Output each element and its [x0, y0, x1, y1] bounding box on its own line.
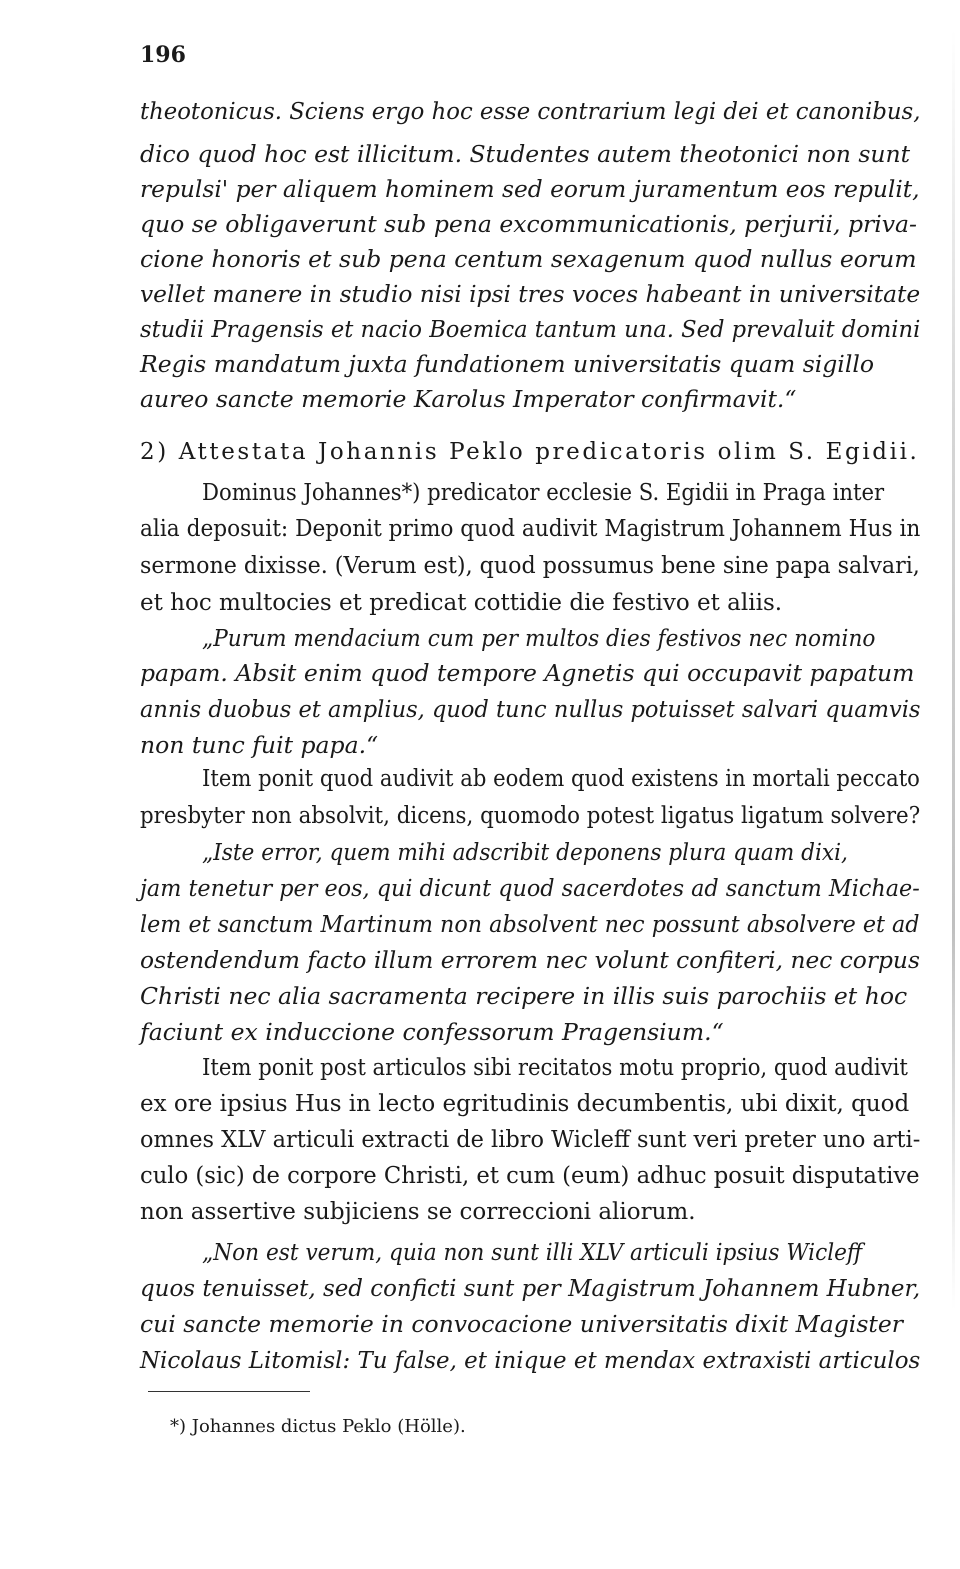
text-line: Item ponit quod audivit ab eodem quod existens in mortali peccato — [202, 766, 920, 792]
text-line: papam. Absit enim quod tempore Agnetis qui occupavit papatum — [140, 659, 915, 687]
text-line: dico quod hoc est illicitum. Studentes autem theotonici non sunt — [140, 140, 911, 168]
text-line: ostendendum facto illum errorem nec volunt confiteri, nec corpus — [140, 946, 920, 974]
text-line: ex ore ipsius Hus in lecto egritudinis decumbentis, ubi dixit, quod — [140, 1091, 910, 1117]
text-line: „Iste error, quem mihi adscribit deponens plura quam dixi, — [202, 838, 848, 866]
text-line: quo se obligaverunt sub pena excommunicationis, perjurii, priva- — [140, 210, 917, 238]
text-line: Nicolaus Litomisl: Tu false, et inique et mendax extraxisti articulos — [140, 1346, 921, 1374]
text-line: Christi nec alia sacramenta recipere in illis suis parochiis et hoc — [140, 982, 908, 1010]
page-edge-shadow — [952, 30, 955, 1310]
text-line: jam tenetur per eos, qui dicunt quod sacerdotes ad sanctum Michae- — [140, 874, 920, 902]
text-line: et hoc multocies et predicat cottidie die festivo et aliis. — [140, 590, 783, 616]
text-line: cione honoris et sub pena centum sexagenum quod nullus eorum — [140, 245, 917, 273]
text-line: vellet manere in studio nisi ipsi tres voces habeant in universitate — [140, 280, 921, 308]
text-line: alia deposuit: Deponit primo quod audivit Magistrum Johannem Hus in — [140, 516, 921, 542]
footnote-rule — [148, 1391, 310, 1392]
text-line: „Non est verum, quia non sunt illi XLV articuli ipsius Wicleff — [202, 1238, 863, 1266]
text-line: studii Pragensis et nacio Boemica tantum una. Sed prevaluit domini — [140, 315, 921, 343]
text-line: 2) Attestata Johannis Peklo predicatoris olim S. Egidii. — [140, 439, 920, 465]
text-line: Item ponit post articulos sibi recitatos motu proprio, quod audivit — [202, 1055, 908, 1081]
text-line: „Purum mendacium cum per multos dies festivos nec nomino — [202, 624, 876, 652]
text-line: cui sancte memorie in convocacione universitatis dixit Magister — [140, 1310, 903, 1338]
text-line: lem et sanctum Martinum non absolvent nec possunt absolvere et ad — [140, 910, 920, 938]
text-line: Dominus Johannes*) predicator ecclesie S. Egidii in Praga inter — [202, 480, 885, 506]
text-line: quos tenuisset, sed conficti sunt per Magistrum Johannem Hubner, — [140, 1274, 921, 1302]
text-line: sermone dixisse. (Verum est), quod possumus bene sine papa salvari, — [140, 553, 920, 579]
text-line: omnes XLV articuli extracti de libro Wicleff sunt veri preter uno arti- — [140, 1127, 921, 1153]
text-line: presbyter non absolvit, dicens, quomodo potest ligatus ligatum solvere? — [140, 803, 921, 829]
text-line: non tunc fuit papa.“ — [140, 731, 379, 759]
text-line: annis duobus et amplius, quod tunc nullus potuisset salvari quamvis — [140, 695, 921, 723]
page-number: 196 — [140, 42, 186, 68]
text-line: theotonicus. Sciens ergo hoc esse contrarium legi dei et canonibus, — [140, 97, 921, 125]
text-line: Regis mandatum juxta fundationem universitatis quam sigillo — [140, 350, 875, 378]
text-line: culo (sic) de corpore Christi, et cum (eum) adhuc posuit disputative — [140, 1163, 920, 1189]
text-line: non assertive subjiciens se correccioni aliorum. — [140, 1199, 696, 1225]
footnote: *) Johannes dictus Peklo (Hölle). — [170, 1416, 466, 1437]
text-line: repulsi' per aliquem hominem sed eorum juramentum eos repulit, — [140, 175, 920, 203]
text-line: faciunt ex induccione confessorum Pragensium.“ — [140, 1018, 724, 1046]
text-line: aureo sancte memorie Karolus Imperator confirmavit.“ — [140, 385, 797, 413]
